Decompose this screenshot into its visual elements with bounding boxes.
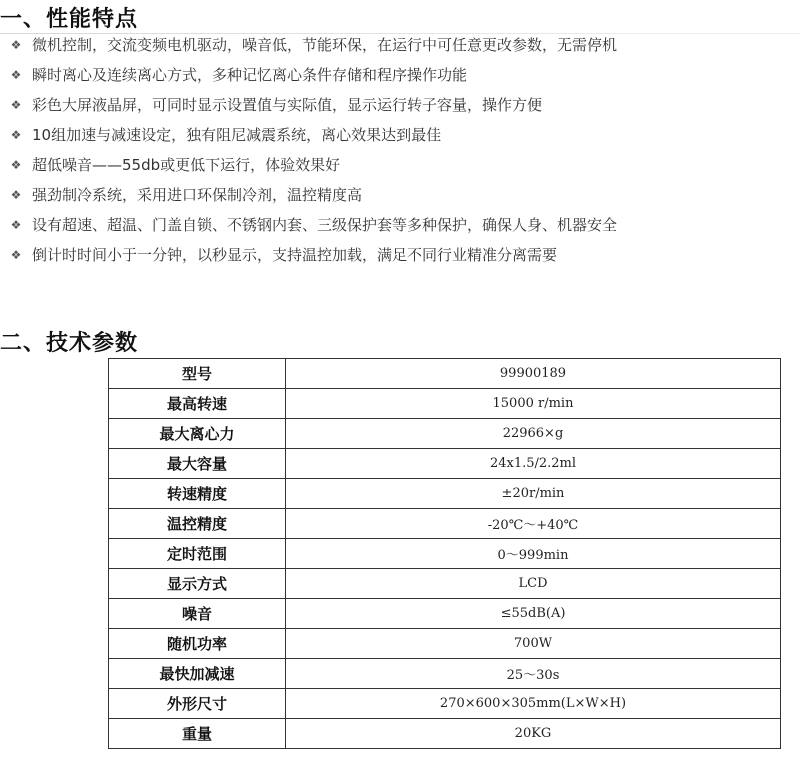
spec-label: 随机功率 [109, 629, 286, 659]
feature-text: 瞬时离心及连续离心方式，多种记忆离心条件存储和程序操作功能 [32, 66, 468, 84]
spec-label: 最快加减速 [109, 659, 286, 689]
specs-section-title: 二、技术参数 [0, 330, 139, 356]
spec-row [109, 659, 781, 689]
diamond-flower-icon: ❖ [10, 68, 22, 82]
spec-value: 24x1.5/2.2ml [286, 449, 781, 479]
spec-value: 270×600×305mm(L×W×H) [286, 689, 781, 719]
spec-label: 外形尺寸 [109, 689, 286, 719]
features-section-title: 一、性能特点 [0, 6, 139, 32]
spec-row [109, 449, 781, 479]
feature-item [0, 240, 617, 270]
spec-row [109, 539, 781, 569]
spec-label: 显示方式 [109, 569, 286, 599]
feature-item [0, 120, 617, 150]
feature-text: 微机控制，交流变频电机驱动，噪音低，节能环保，在运行中可任意更改参数，无需停机 [32, 36, 618, 54]
spec-label: 最高转速 [109, 389, 286, 419]
spec-value: 20KG [286, 719, 781, 749]
spec-value: 700W [286, 629, 781, 659]
diamond-flower-icon: ❖ [10, 128, 22, 142]
feature-item [0, 180, 617, 210]
feature-item [0, 210, 617, 240]
spec-label: 噪音 [109, 599, 286, 629]
feature-text: 设有超速、超温、门盖自锁、不锈钢内套、三级保护套等多种保护，确保人身、机器安全 [32, 216, 618, 234]
spec-row [109, 599, 781, 629]
spec-value: 25～30s [286, 659, 781, 689]
spec-value: 22966×g [286, 419, 781, 449]
diamond-flower-icon: ❖ [10, 188, 22, 202]
spec-value: LCD [286, 569, 781, 599]
spec-row [109, 419, 781, 449]
spec-value: -20℃～+40℃ [286, 509, 781, 539]
feature-item [0, 30, 617, 60]
feature-text: 10组加速与减速设定，独有阻尼减震系统，离心效果达到最佳 [32, 126, 442, 144]
spec-value: ≤55dB(A) [286, 599, 781, 629]
spec-row [109, 569, 781, 599]
spec-label: 定时范围 [109, 539, 286, 569]
feature-item [0, 90, 617, 120]
spec-row [109, 719, 781, 749]
spec-row [109, 389, 781, 419]
spec-label: 转速精度 [109, 479, 286, 509]
spec-row [109, 359, 781, 389]
spec-row [109, 689, 781, 719]
spec-value: ±20r/min [286, 479, 781, 509]
diamond-flower-icon: ❖ [10, 218, 22, 232]
diamond-flower-icon: ❖ [10, 38, 22, 52]
spec-row [109, 629, 781, 659]
feature-text: 倒计时时间小于一分钟，以秒显示，支持温控加载，满足不同行业精准分离需要 [32, 246, 558, 264]
spec-value: 99900189 [286, 359, 781, 389]
feature-item [0, 150, 617, 180]
spec-label: 最大离心力 [109, 419, 286, 449]
spec-label: 温控精度 [109, 509, 286, 539]
spec-table [108, 358, 781, 749]
feature-text: 彩色大屏液晶屏，可同时显示设置值与实际值，显示运行转子容量，操作方便 [32, 96, 543, 114]
spec-row [109, 509, 781, 539]
diamond-flower-icon: ❖ [10, 98, 22, 112]
spec-label: 型号 [109, 359, 286, 389]
diamond-flower-icon: ❖ [10, 248, 22, 262]
feature-text: 超低噪音——55db或更低下运行，体验效果好 [32, 156, 341, 174]
feature-item [0, 60, 617, 90]
spec-value: 15000 r/min [286, 389, 781, 419]
spec-value: 0～999min [286, 539, 781, 569]
spec-label: 最大容量 [109, 449, 286, 479]
feature-list [0, 30, 617, 270]
diamond-flower-icon: ❖ [10, 158, 22, 172]
spec-row [109, 479, 781, 509]
feature-text: 强劲制冷系统，采用进口环保制冷剂，温控精度高 [32, 186, 363, 204]
spec-label: 重量 [109, 719, 286, 749]
